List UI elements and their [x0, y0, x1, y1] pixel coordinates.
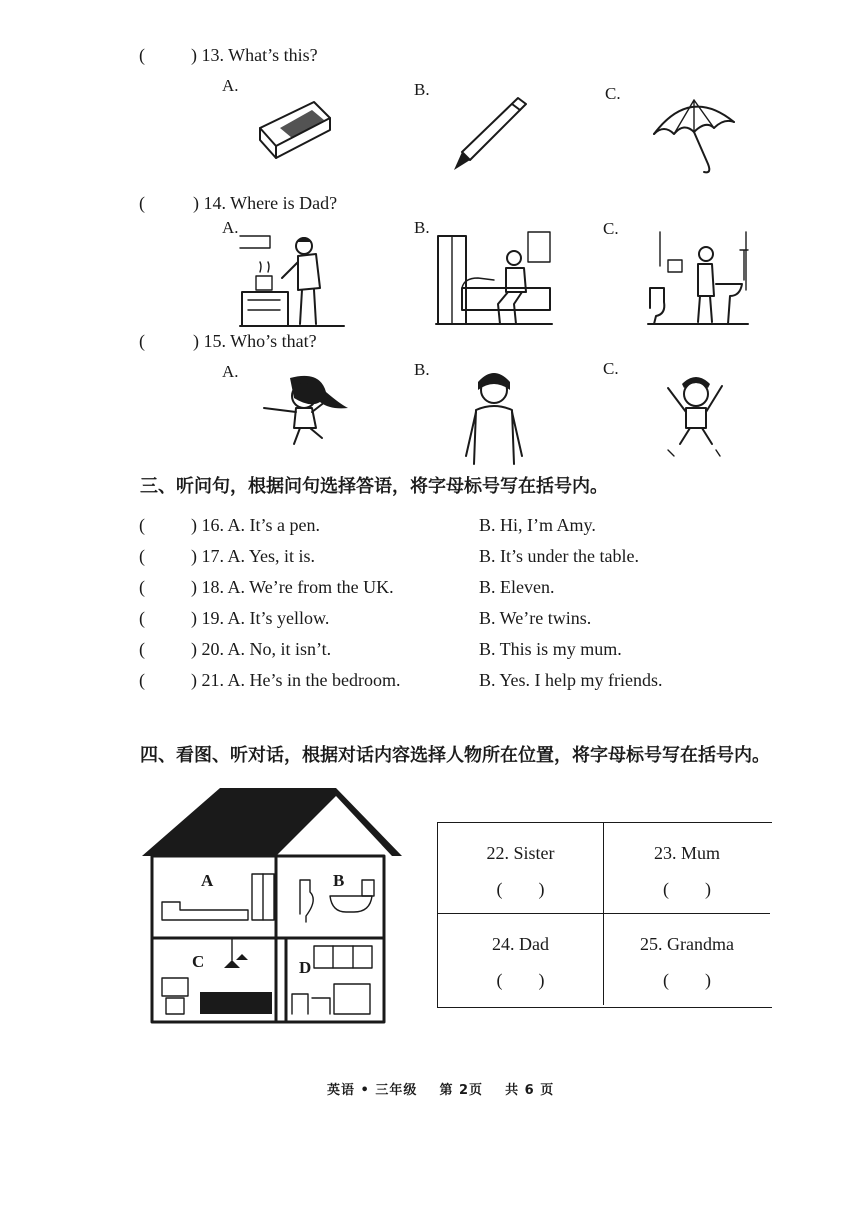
q19-option-a: ) 19. A. It’s yellow. [191, 608, 330, 628]
question-14: ) 14. Where is Dad? [193, 193, 338, 213]
answer-table [437, 822, 772, 1008]
bedroom-scene-icon [434, 228, 554, 328]
paren-18: ( [139, 577, 145, 597]
q14-label-c: C. [603, 219, 619, 238]
section-4-title: 四、看图、听对话，根据对话内容选择人物所在位置，将字母标号写在括号内。 [140, 745, 770, 766]
answer-cell-23-name: 23. Mum [653, 843, 720, 863]
house-diagram [140, 788, 404, 1024]
paren-17: ( [139, 546, 145, 566]
section-3-title: 三、听问句，根据问句选择答语，将字母标号写在括号内。 [140, 476, 608, 497]
answer-cell-22-name: 22. Sister [486, 843, 555, 863]
brush-pen-icon [448, 90, 532, 172]
answer-cell-25-name: 25. Grandma [640, 934, 734, 954]
question-13: ) 13. What’s this? [191, 45, 318, 65]
answer-cell-24-blank[interactable]: ( ) [496, 970, 545, 990]
paren-15: ( [139, 331, 145, 351]
paren-16: ( [139, 515, 145, 535]
q13-label-c: C. [605, 84, 621, 103]
q18-option-b: B. Eleven. [479, 577, 555, 597]
q15-label-b: B. [414, 360, 430, 379]
q13-label-a: A. [222, 76, 239, 95]
q16-option-a: ) 16. A. It’s a pen. [191, 515, 320, 535]
woman-standing-icon [462, 370, 526, 466]
answer-cell-25-blank[interactable]: ( ) [663, 970, 711, 990]
q18-option-a: ) 18. A. We’re from the UK. [191, 577, 394, 597]
q17-option-a: ) 17. A. Yes, it is. [191, 546, 316, 566]
q14-label-a: A. [222, 218, 239, 237]
q13-label-b: B. [414, 80, 430, 99]
answer-cell-22-blank[interactable]: ( ) [496, 879, 545, 899]
q16-option-b: B. Hi, I’m Amy. [479, 515, 596, 535]
paren-13: ( [139, 45, 145, 65]
q21-option-b: B. Yes. I help my friends. [479, 670, 663, 690]
room-label-d: D [299, 958, 312, 977]
q20-option-a: ) 20. A. No, it isn’t. [191, 639, 332, 659]
question-15: ) 15. Who’s that? [193, 331, 317, 351]
paren-14: ( [139, 193, 145, 213]
girl-jumping-icon [260, 374, 350, 448]
eraser-icon [254, 98, 334, 160]
umbrella-icon [650, 94, 738, 176]
q19-option-b: B. We’re twins. [479, 608, 592, 628]
answer-cell-25 [604, 914, 770, 1005]
q14-label-b: B. [414, 218, 430, 237]
q15-label-c: C. [603, 359, 619, 378]
page-footer: 英语 • 三年级 第 2页 共 6 页 [327, 1083, 555, 1098]
q20-option-b: B. This is my mum. [479, 639, 622, 659]
room-label-a: A [201, 871, 214, 890]
answer-cell-22 [438, 823, 604, 914]
room-label-c: C [192, 952, 205, 971]
paren-19: ( [139, 608, 145, 628]
bathroom-scene-icon [646, 230, 750, 328]
q15-label-a: A. [222, 362, 239, 381]
answer-cell-23 [604, 823, 770, 914]
paren-21: ( [139, 670, 145, 690]
q21-option-a: ) 21. A. He’s in the bedroom. [191, 670, 401, 690]
answer-cell-24 [438, 914, 604, 1005]
paren-20: ( [139, 639, 145, 659]
room-label-b: B [333, 871, 345, 890]
answer-cell-24-name: 24. Dad [492, 934, 549, 954]
kitchen-scene-icon [240, 228, 344, 328]
boy-jumping-icon [662, 370, 728, 460]
q17-option-b: B. It’s under the table. [479, 546, 639, 566]
answer-cell-23-blank[interactable]: ( ) [663, 879, 711, 899]
